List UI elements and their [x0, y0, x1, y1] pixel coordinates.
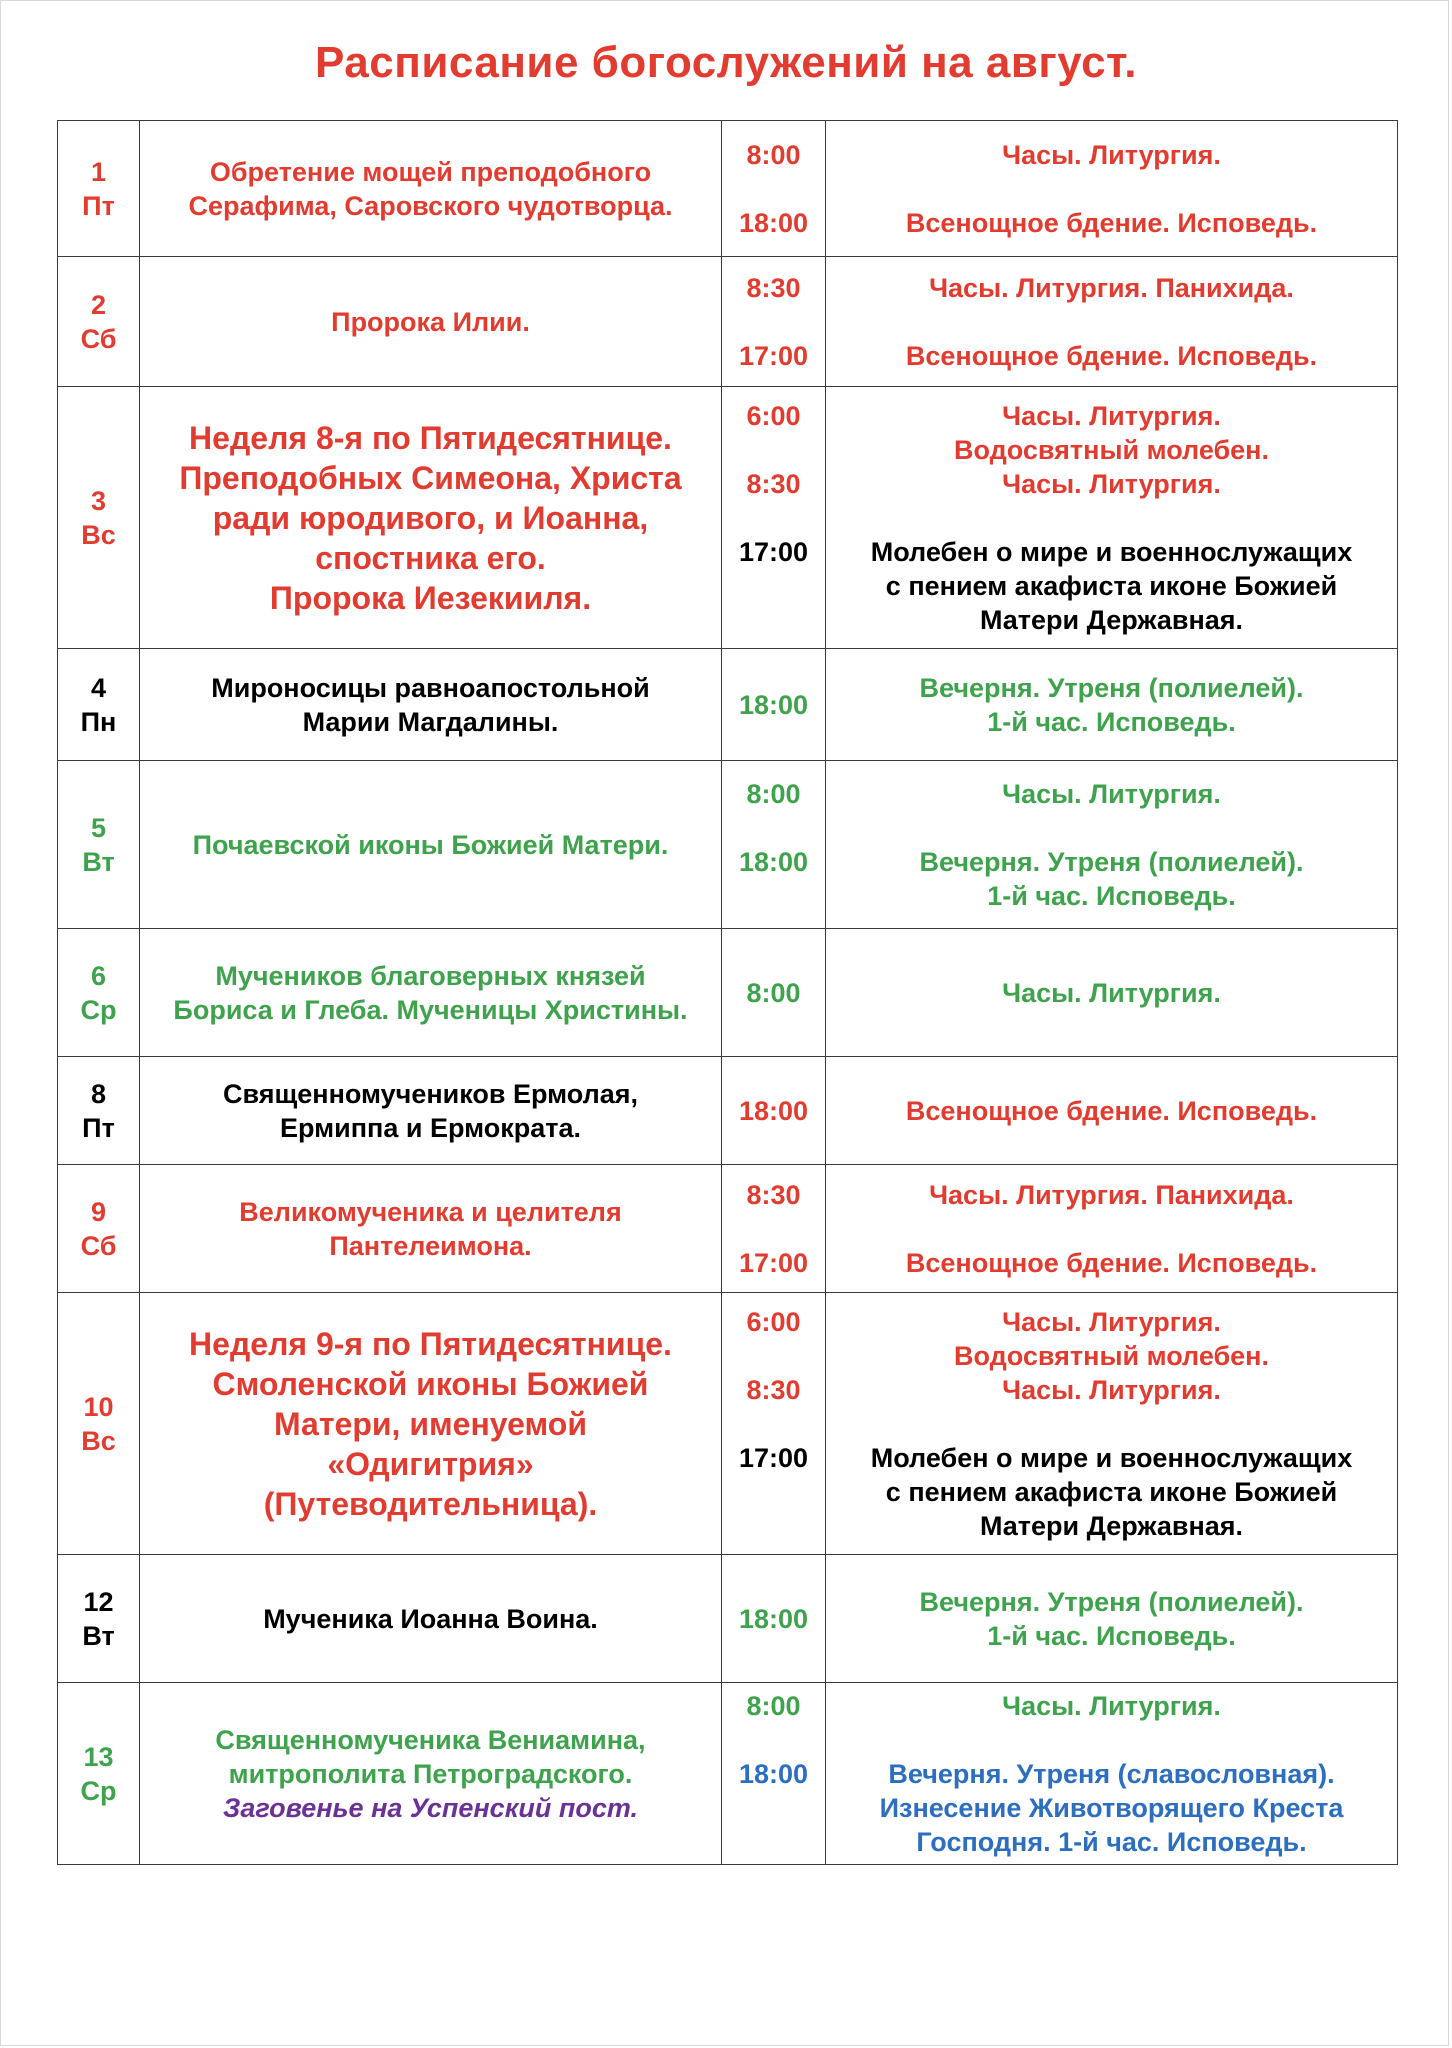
service-time: [722, 501, 825, 535]
schedule-row: [58, 649, 1398, 761]
feast-line: Ермиппа и Ермократа.: [280, 1112, 581, 1143]
service-description: Часы. Литургия. Панихида.: [929, 272, 1294, 303]
service-time: [722, 1475, 825, 1509]
feast-line: Мироносицы равноапостольной: [211, 672, 650, 703]
day-of-week: Ср: [80, 994, 117, 1025]
service-description: Часы. Литургия.: [1002, 468, 1221, 499]
day-of-week: Пт: [82, 1112, 115, 1143]
feast-line: Марии Магдалины.: [302, 706, 559, 737]
service-time: 6:00: [746, 400, 801, 431]
schedule-row: [58, 121, 1398, 257]
service-description: Господня. 1-й час. Исповедь.: [916, 1826, 1307, 1857]
service-description: Вечерня. Утреня (полиелей).: [919, 672, 1304, 703]
schedule-row: [58, 1057, 1398, 1165]
day-cell: [58, 121, 140, 257]
service-time: [722, 811, 825, 845]
feast-line: Пантелеимона.: [329, 1230, 532, 1261]
times-cell: [722, 387, 826, 649]
schedule-row: [58, 257, 1398, 387]
feast-cell: [140, 1057, 722, 1165]
service-description: Водосвятный молебен.: [953, 1340, 1269, 1371]
feast-line: Великомученика и целителя: [239, 1196, 622, 1227]
day-of-week: Пн: [80, 706, 117, 737]
day-cell: [58, 1165, 140, 1293]
service-description: [826, 172, 1397, 206]
services-cell: [826, 387, 1398, 649]
service-time: [722, 569, 825, 603]
feast-line: Преподобных Симеона, Христа: [179, 459, 682, 496]
feast-line: Мученика Иоанна Воина.: [263, 1603, 598, 1634]
feast-note: Заговенье на Успенский пост.: [222, 1792, 639, 1823]
service-time: 17:00: [738, 1247, 809, 1278]
feast-line: ради юродивого, и Иоанна,: [212, 499, 649, 536]
service-description: [826, 305, 1397, 339]
service-time: 18:00: [738, 1603, 809, 1634]
feast-cell: [140, 649, 722, 761]
service-description: 1-й час. Исповедь.: [987, 880, 1236, 911]
feast-line: Пророка Иезекииля.: [269, 579, 592, 616]
services-cell: [826, 649, 1398, 761]
service-description: Часы. Литургия.: [1002, 400, 1221, 431]
feast-line: спостника его.: [315, 539, 546, 576]
day-of-week: Вс: [81, 519, 116, 550]
schedule-body: [58, 121, 1398, 1865]
day-number: 10: [83, 1391, 114, 1422]
service-time: [722, 1723, 825, 1757]
service-description: Всенощное бдение. Исповедь.: [905, 1095, 1318, 1126]
feast-line: Обретение мощей преподобного: [209, 156, 652, 187]
schedule-table: [57, 120, 1398, 1865]
service-description: Матери Державная.: [979, 604, 1244, 635]
service-time: 17:00: [738, 340, 809, 371]
day-number: 3: [90, 485, 107, 516]
service-time: [722, 172, 825, 206]
service-description: 1-й час. Исповедь.: [987, 706, 1236, 737]
service-time: [722, 1825, 825, 1859]
services-cell: [826, 257, 1398, 387]
service-time: 6:00: [746, 1306, 801, 1337]
schedule-row: [58, 1683, 1398, 1865]
day-of-week: Вт: [82, 1620, 115, 1651]
feast-line: Смоленской иконы Божией: [212, 1365, 649, 1402]
feast-line: (Путеводительница).: [263, 1485, 598, 1522]
service-time: 18:00: [738, 1095, 809, 1126]
feast-line: Неделя 9-я по Пятидесятнице.: [189, 1325, 672, 1362]
feast-line: Пророка Илии.: [331, 306, 530, 337]
schedule-row: [58, 1293, 1398, 1555]
feast-line: Почаевской иконы Божией Матери.: [192, 829, 669, 860]
day-number: 8: [90, 1078, 107, 1109]
service-time: 8:30: [746, 1179, 801, 1210]
times-cell: [722, 121, 826, 257]
feast-cell: [140, 929, 722, 1057]
service-description: с пением акафиста иконе Божией: [885, 570, 1338, 601]
schedule-row: [58, 387, 1398, 649]
schedule-row: [58, 929, 1398, 1057]
service-description: Часы. Литургия.: [1002, 778, 1221, 809]
services-cell: [826, 929, 1398, 1057]
service-description: [826, 1212, 1397, 1246]
feast-line: Матери, именуемой: [274, 1405, 587, 1442]
service-time: 8:30: [746, 468, 801, 499]
page-title: Расписание богослужений на август.: [315, 38, 1137, 87]
service-time: 17:00: [738, 1442, 809, 1473]
service-description: Матери Державная.: [979, 1510, 1244, 1541]
day-cell: [58, 1683, 140, 1865]
day-number: 5: [90, 812, 107, 843]
service-time: 8:00: [746, 139, 801, 170]
day-cell: [58, 257, 140, 387]
times-cell: [722, 1683, 826, 1865]
feast-cell: [140, 257, 722, 387]
service-description: 1-й час. Исповедь.: [987, 1620, 1236, 1651]
feast-line: Серафима, Саровского чудотворца.: [188, 190, 673, 221]
day-cell: [58, 387, 140, 649]
service-description: Часы. Литургия. Панихида.: [929, 1179, 1294, 1210]
service-time: [722, 433, 825, 467]
service-time: 8:30: [746, 1374, 801, 1405]
times-cell: [722, 1165, 826, 1293]
service-time: 18:00: [738, 1758, 809, 1789]
service-description: Изнесение Животворящего Креста: [879, 1792, 1344, 1823]
times-cell: [722, 761, 826, 929]
service-description: с пением акафиста иконе Божией: [885, 1476, 1338, 1507]
service-description: Часы. Литургия.: [1002, 1306, 1221, 1337]
day-cell: [58, 929, 140, 1057]
day-number: 4: [90, 672, 107, 703]
schedule-row: [58, 1165, 1398, 1293]
feast-line: Священномученика Вениамина,: [215, 1724, 646, 1755]
service-time: [722, 1509, 825, 1543]
feast-cell: [140, 1683, 722, 1865]
times-cell: [722, 1293, 826, 1555]
service-description: Вечерня. Утреня (полиелей).: [919, 846, 1304, 877]
day-number: 2: [90, 289, 107, 320]
service-description: Всенощное бдение. Исповедь.: [905, 1247, 1318, 1278]
day-cell: [58, 1293, 140, 1555]
service-time: 18:00: [738, 207, 809, 238]
day-number: 1: [90, 156, 107, 187]
times-cell: [722, 1057, 826, 1165]
day-number: 13: [83, 1741, 114, 1772]
feast-cell: [140, 1165, 722, 1293]
services-cell: [826, 1555, 1398, 1683]
day-number: 9: [90, 1196, 107, 1227]
service-time: [722, 305, 825, 339]
schedule-row: [58, 1555, 1398, 1683]
day-cell: [58, 761, 140, 929]
service-description: [826, 501, 1397, 535]
service-description: Вечерня. Утреня (полиелей).: [919, 1586, 1304, 1617]
feast-line: Неделя 8-я по Пятидесятнице.: [189, 419, 672, 456]
day-number: 6: [90, 960, 107, 991]
times-cell: [722, 257, 826, 387]
services-cell: [826, 761, 1398, 929]
times-cell: [722, 649, 826, 761]
service-description: Молебен о мире и военнослужащих: [870, 1442, 1353, 1473]
services-cell: [826, 1057, 1398, 1165]
day-of-week: Вт: [82, 846, 115, 877]
service-time: 8:00: [746, 1690, 801, 1721]
day-cell: [58, 1057, 140, 1165]
service-time: 18:00: [738, 846, 809, 877]
feast-cell: [140, 1555, 722, 1683]
service-description: Часы. Литургия.: [1002, 977, 1221, 1008]
services-cell: [826, 1683, 1398, 1865]
service-time: 8:00: [746, 778, 801, 809]
service-time: 18:00: [738, 689, 809, 720]
service-description: Часы. Литургия.: [1002, 139, 1221, 170]
service-time: 8:00: [746, 977, 801, 1008]
services-cell: [826, 1293, 1398, 1555]
feast-line: Мучеников благоверных князей: [215, 960, 646, 991]
feast-cell: [140, 761, 722, 929]
day-cell: [58, 1555, 140, 1683]
service-time: 8:30: [746, 272, 801, 303]
service-time: [722, 1212, 825, 1246]
day-of-week: Сб: [80, 323, 117, 354]
service-description: Всенощное бдение. Исповедь.: [905, 207, 1318, 238]
service-description: Всенощное бдение. Исповедь.: [905, 340, 1318, 371]
feast-cell: [140, 121, 722, 257]
day-number: 12: [83, 1586, 114, 1617]
service-description: Водосвятный молебен.: [953, 434, 1269, 465]
services-cell: [826, 1165, 1398, 1293]
feast-line: «Одигитрия»: [327, 1445, 534, 1482]
service-time: [722, 1791, 825, 1825]
service-description: [826, 1723, 1397, 1757]
service-time: [722, 603, 825, 637]
service-description: Молебен о мире и военнослужащих: [870, 536, 1353, 567]
day-of-week: Ср: [80, 1775, 117, 1806]
service-time: [722, 1407, 825, 1441]
day-of-week: Пт: [82, 190, 115, 221]
feast-line: Бориса и Глеба. Мученицы Христины.: [173, 994, 688, 1025]
times-cell: [722, 929, 826, 1057]
service-time: [722, 879, 825, 913]
times-cell: [722, 1555, 826, 1683]
services-cell: [826, 121, 1398, 257]
service-time: [722, 1339, 825, 1373]
feast-line: митрополита Петроградского.: [228, 1758, 633, 1789]
day-of-week: Вс: [81, 1425, 116, 1456]
feast-cell: [140, 387, 722, 649]
service-time: 17:00: [738, 536, 809, 567]
schedule-row: [58, 761, 1398, 929]
feast-cell: [140, 1293, 722, 1555]
service-description: Часы. Литургия.: [1002, 1374, 1221, 1405]
feast-line: Священномучеников Ермолая,: [222, 1078, 639, 1109]
day-of-week: Сб: [80, 1230, 117, 1261]
service-description: Вечерня. Утреня (славословная).: [888, 1758, 1335, 1789]
day-cell: [58, 649, 140, 761]
service-description: [826, 811, 1397, 845]
service-description: Часы. Литургия.: [1002, 1690, 1221, 1721]
service-description: [826, 1407, 1397, 1441]
